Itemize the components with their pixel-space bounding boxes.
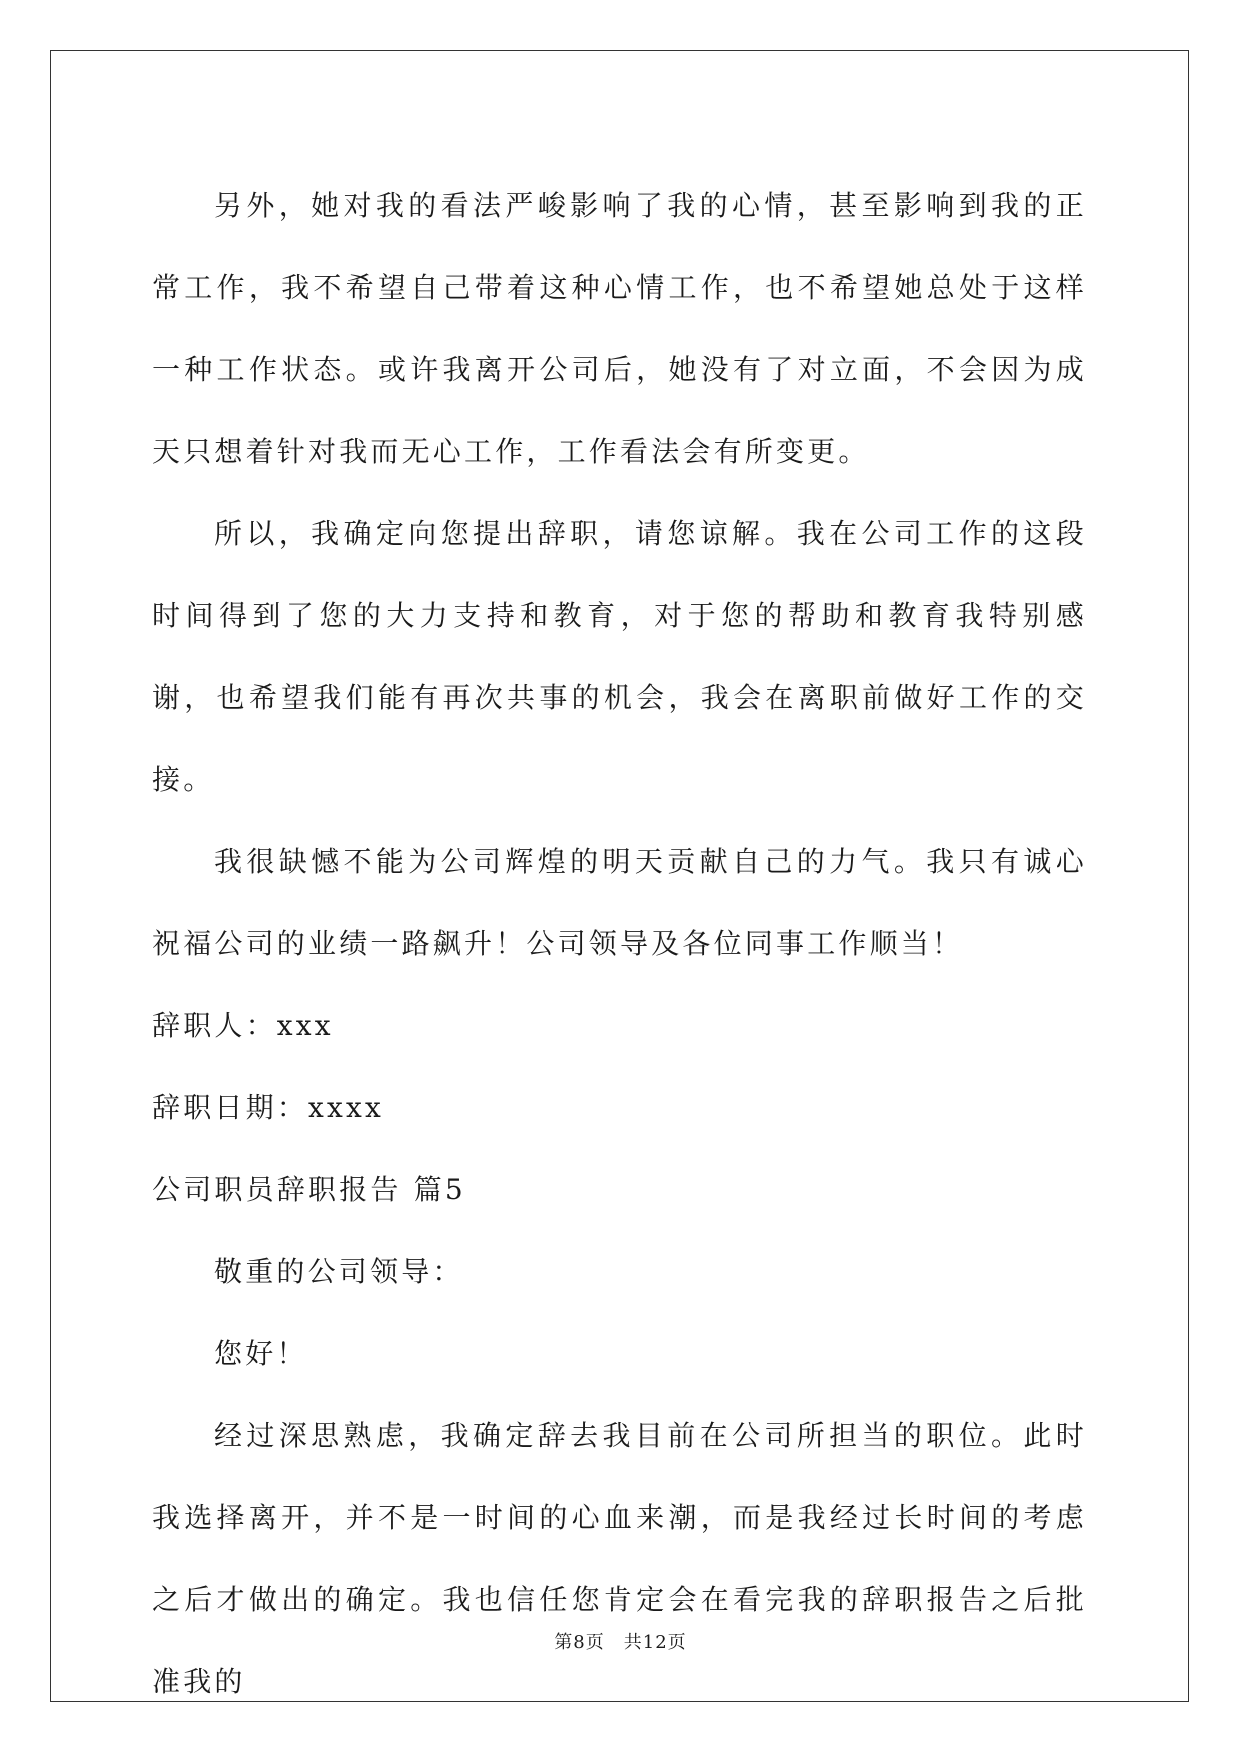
paragraph-resignation-thanks: 所以，我确定向您提出辞职，请您谅解。我在公司工作的这段时间得到了您的大力支持和教育，对于您的帮助和教育我特别感谢，也希望我们能有再次共事的机会，我会在离职前做好工作的交接。 (152, 517, 1087, 796)
document-body (152, 165, 1087, 1723)
salutation: 敬重的公司领导： (214, 1255, 464, 1288)
section-heading: 公司职员辞职报告 篇5 (152, 1173, 466, 1206)
paragraph-colleague-attitude: 另外，她对我的看法严峻影响了我的心情，甚至影响到我的正常工作，我不希望自己带着这种心情工作，也不希望她总处于这样一种工作状态。或许我离开公司后，她没有了对立面，不会因为成天只想着针对我而无心工作，工作看法会有所变更。 (152, 189, 1087, 468)
greeting: 您好！ (214, 1337, 308, 1370)
paragraph-decision: 经过深思熟虑，我确定辞去我目前在公司所担当的职位。此时我选择离开，并不是一时间的心血来潮，而是我经过长时间的考虑之后才做出的确定。我也信任您肯定会在看完我的辞职报告之后批准我的 (152, 1419, 1087, 1698)
page-footer: 第8页 共12页 (554, 1632, 687, 1653)
resigner-line: 辞职人：xxx (152, 1009, 334, 1042)
paragraph-regret-wishes: 我很缺憾不能为公司辉煌的明天贡献自己的力气。我只有诚心祝福公司的业绩一路飙升！公司领导及各位同事工作顺当！ (152, 845, 1087, 960)
resignation-date-line: 辞职日期：xxxx (152, 1091, 384, 1124)
